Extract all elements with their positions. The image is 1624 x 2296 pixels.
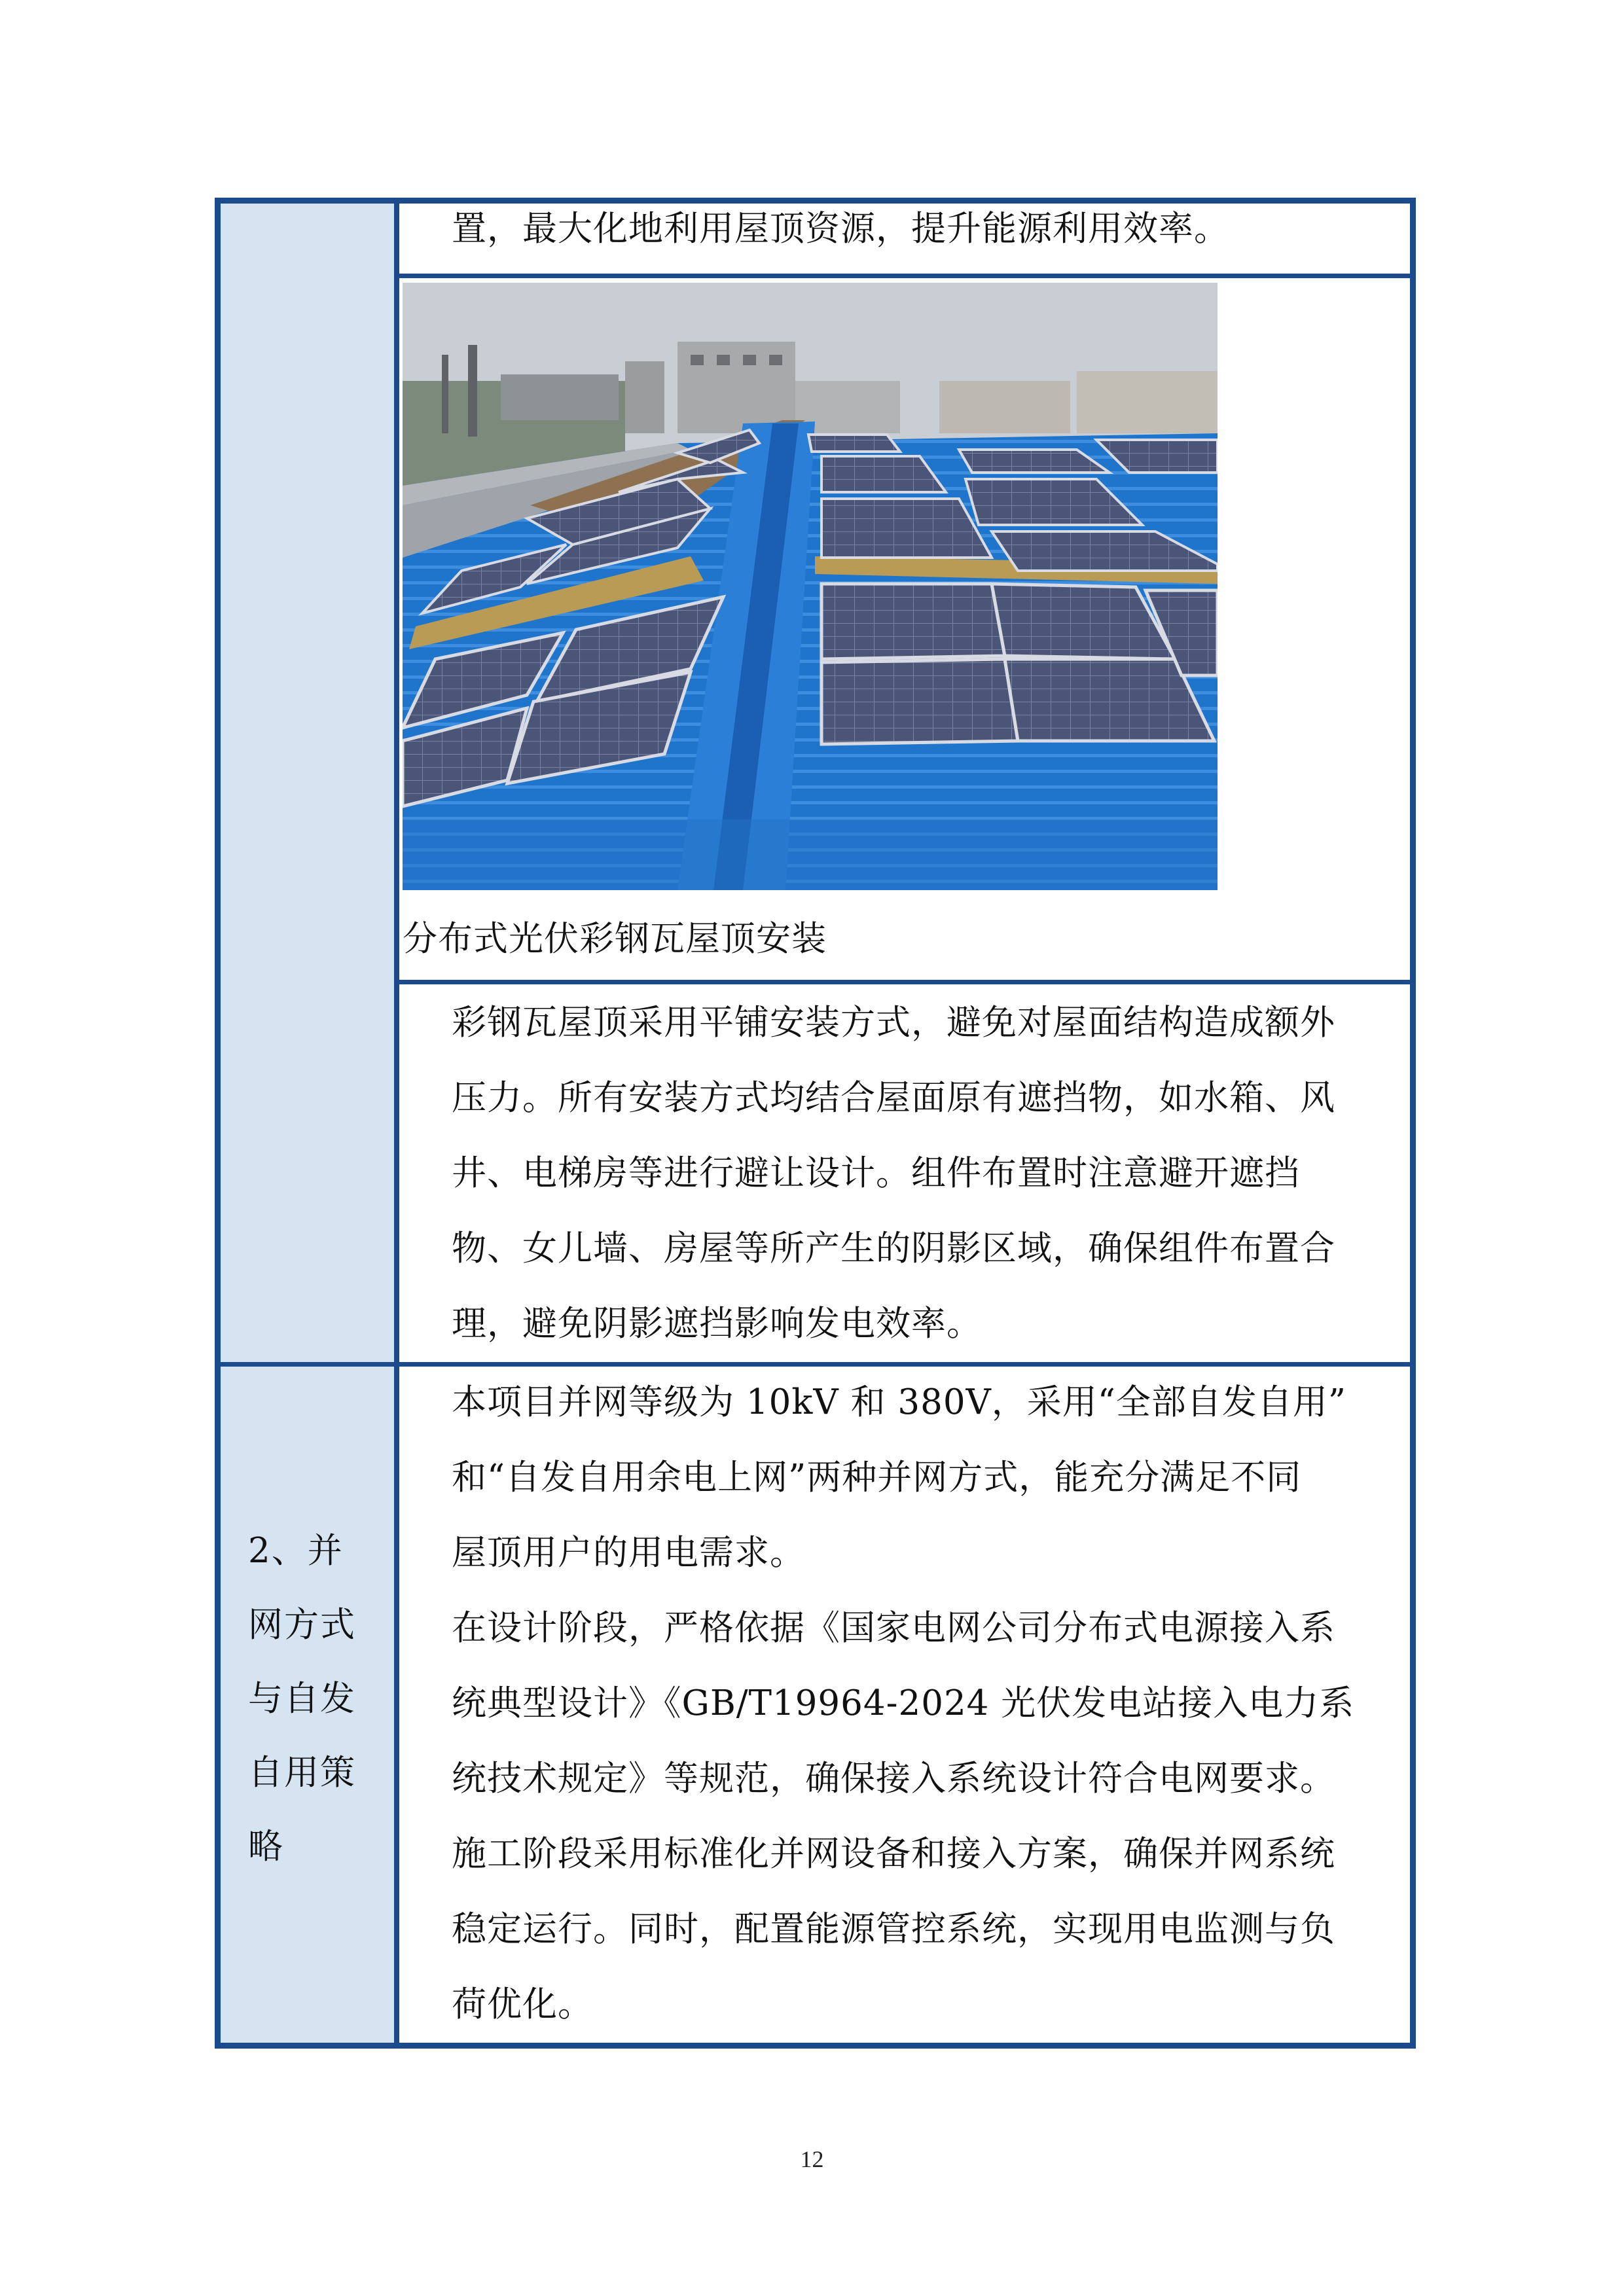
cell-text: 置，最大化地利用屋顶资源，提升能源利用效率。	[452, 209, 1229, 249]
label-line: 自用策	[248, 1753, 356, 1793]
table-cell-row3	[399, 985, 1411, 1361]
paragraph-line: 荷优化。	[452, 1984, 593, 2024]
column-divider	[394, 204, 399, 2043]
label-line: 略	[248, 1827, 284, 1867]
paragraph-line: 物、女儿墙、房屋等所产生的阴影区域，确保组件布置合	[452, 1229, 1335, 1268]
solar-roof-photo	[403, 283, 1218, 890]
paragraph-line: 本项目并网等级为 10kV 和 380V，采用“全部自发自用”	[452, 1382, 1346, 1422]
paragraph-line: 理，避免阴影遮挡影响发电效率。	[452, 1304, 982, 1344]
photo-caption: 分布式光伏彩钢瓦屋顶安装	[403, 919, 827, 959]
paragraph-line: 施工阶段采用标准化并网设备和接入方案，确保并网系统	[452, 1834, 1335, 1874]
label-line: 网方式	[248, 1605, 356, 1645]
label-line: 与自发	[248, 1679, 356, 1719]
paragraph-line: 稳定运行。同时，配置能源管控系统，实现用电监测与负	[452, 1909, 1335, 1949]
paragraph-line: 彩钢瓦屋顶采用平铺安装方式，避免对屋面结构造成额外	[452, 1003, 1335, 1043]
paragraph-line: 统技术规定》等规范，确保接入系统设计符合电网要求。	[452, 1759, 1335, 1799]
row-divider-2	[399, 980, 1411, 984]
paragraph-line: 井、电梯房等进行避让设计。组件布置时注意避开遮挡	[452, 1153, 1300, 1193]
label-line: 2、并	[248, 1531, 344, 1571]
paragraph-line: 统典型设计》《GB/T19964-2024 光伏发电站接入电力系	[452, 1683, 1355, 1723]
table-cell-row1	[399, 191, 1411, 266]
paragraph-line: 压力。所有安装方式均结合屋面原有遮挡物，如水箱、风	[452, 1078, 1335, 1118]
page-number: 12	[800, 2146, 824, 2172]
table-cell-row4	[399, 1365, 1411, 2042]
row-label-grid-connection	[221, 1514, 394, 1884]
paragraph-line: 屋顶用户的用电需求。	[452, 1533, 805, 1573]
paragraph-line: 在设计阶段，严格依据《国家电网公司分布式电源接入系	[452, 1608, 1335, 1648]
paragraph-line: 和“自发自用余电上网”两种并网方式，能充分满足不同	[452, 1458, 1302, 1498]
row-divider-1	[399, 274, 1411, 278]
